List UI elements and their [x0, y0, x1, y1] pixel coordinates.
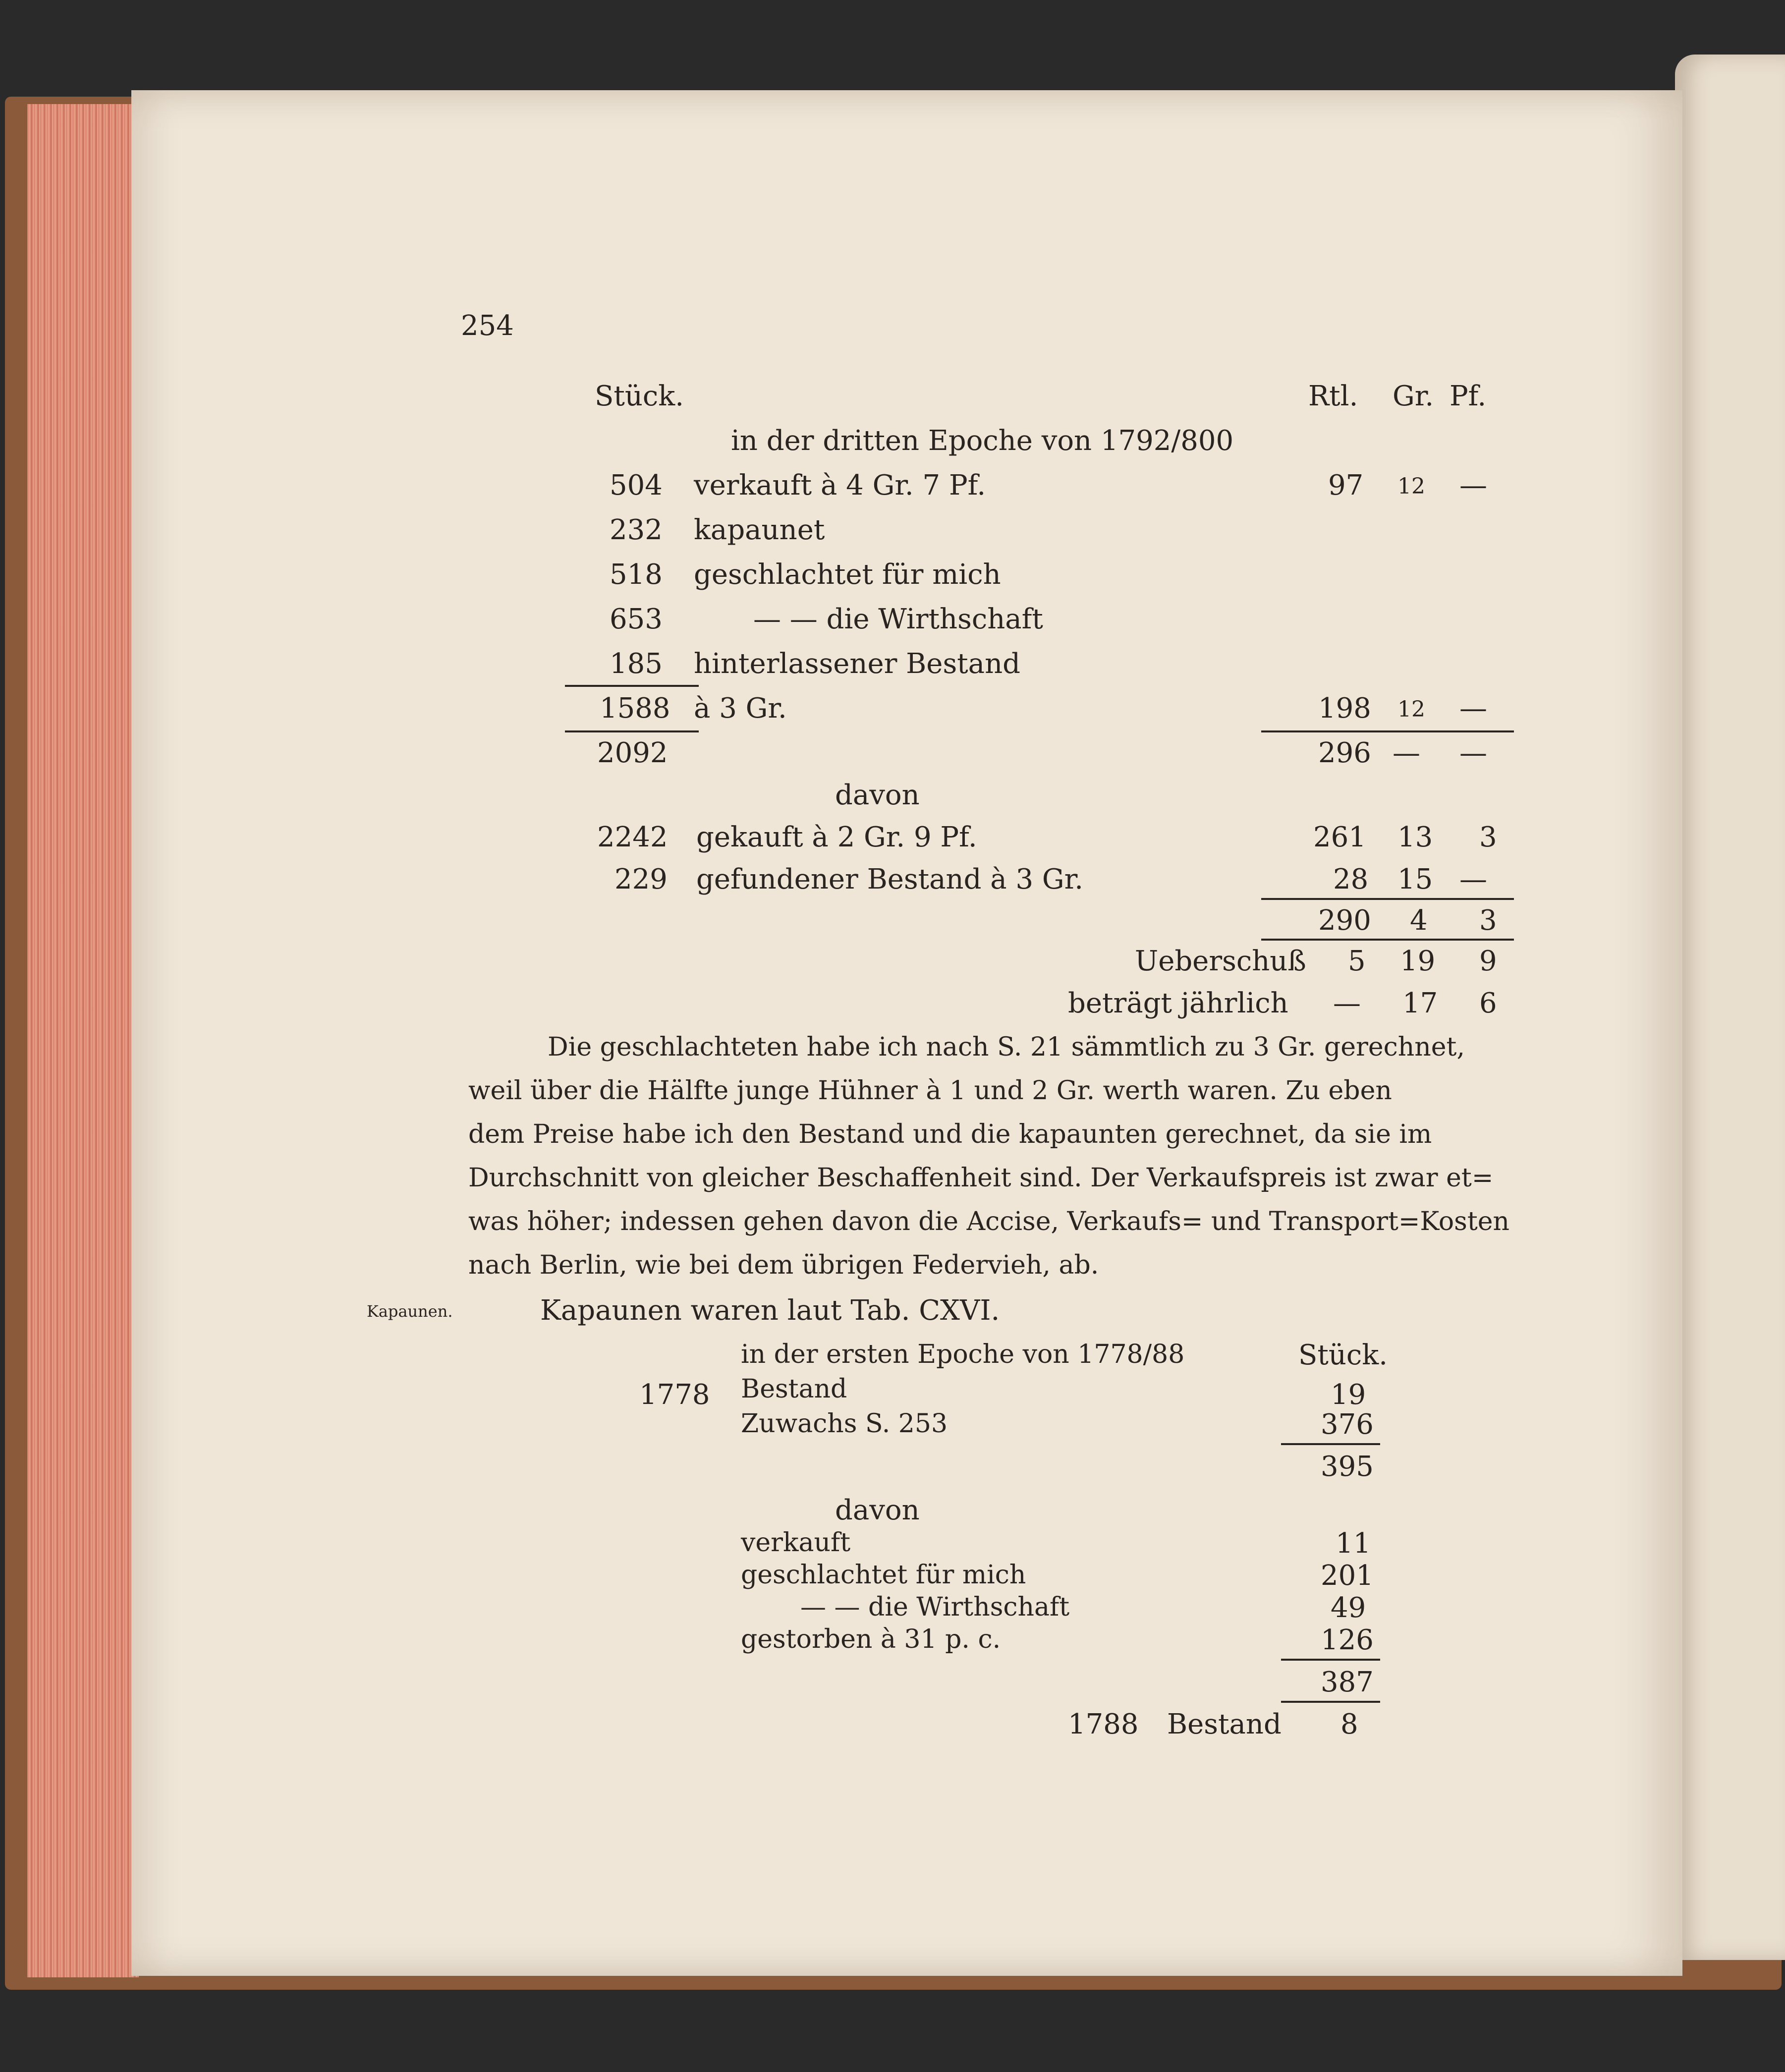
row-n: 504: [610, 469, 663, 502]
total-n: 2092: [597, 737, 668, 769]
bought-text: gekauft à 2 Gr. 9 Pf.: [696, 821, 977, 853]
kapaunen-end-year: 1788: [1068, 1708, 1139, 1740]
kapaunen-out-total: 387: [1321, 1666, 1374, 1698]
davon-label: davon: [835, 779, 920, 811]
page-number: 254: [461, 310, 514, 342]
row-n: 185: [610, 648, 663, 680]
kapaunen-row-value: 376: [1321, 1408, 1374, 1441]
yearly-label: beträgt jährlich: [1068, 987, 1288, 1019]
subtotal-gr: 12: [1397, 697, 1425, 722]
rule: [1261, 898, 1514, 900]
row-gr: 12: [1397, 474, 1425, 499]
row-rtl: 97: [1328, 469, 1364, 502]
bought-n: 2242: [597, 821, 668, 853]
kapaunen-row-value: 19: [1331, 1379, 1366, 1411]
total-gr: —: [1393, 737, 1420, 769]
kapaunen-out-value: 11: [1336, 1527, 1371, 1560]
paragraph-line: Durchschnitt von gleicher Beschaffenheit sind. Der Verkaufspreis ist zwar et=: [468, 1163, 1494, 1193]
header-rtl: Rtl.: [1308, 380, 1358, 412]
rule: [1281, 1443, 1380, 1445]
yearly-rtl: —: [1333, 987, 1361, 1019]
header-gr: Gr.: [1393, 380, 1434, 412]
header-pf: Pf.: [1450, 380, 1487, 412]
paragraph-line: nach Berlin, wie bei dem übrigen Federvieh, ab.: [468, 1250, 1099, 1280]
kapaunen-out-text: gestorben à 31 p. c.: [741, 1624, 1001, 1654]
kapaunen-row-text: Bestand: [741, 1374, 847, 1404]
bought-gr: 13: [1397, 821, 1433, 853]
margin-note: Kapaunen.: [367, 1302, 453, 1321]
row-text: kapaunet: [694, 514, 825, 546]
row-text: geschlachtet für mich: [694, 559, 1001, 591]
row-text: hinterlassener Bestand: [694, 648, 1020, 680]
page-edges: [27, 104, 139, 1977]
rule: [565, 730, 699, 732]
kapaunen-davon: davon: [835, 1494, 920, 1526]
row-pf: —: [1459, 469, 1487, 502]
rule: [565, 685, 699, 687]
bought-text: gefundener Bestand à 3 Gr.: [696, 863, 1084, 896]
bought-rtl: 28: [1333, 863, 1369, 896]
sum-pf: 3: [1479, 904, 1497, 937]
rule: [1281, 1659, 1380, 1661]
kapaunen-intro: Kapaunen waren laut Tab. CXVI.: [540, 1294, 1000, 1327]
total-rtl: 296: [1318, 737, 1371, 769]
kapaunen-col-stueck: Stück.: [1298, 1339, 1388, 1371]
epoch3-heading: in der dritten Epoche von 1792/800: [731, 425, 1234, 457]
paragraph-line: dem Preise habe ich den Bestand und die kapaunten gerechnet, da sie im: [468, 1120, 1432, 1149]
subtotal-rtl: 198: [1318, 692, 1371, 725]
rule: [1261, 730, 1514, 732]
yearly-pf: 6: [1479, 987, 1497, 1019]
left-page: [131, 90, 1682, 1976]
rule: [1261, 939, 1514, 941]
surplus-rtl: 5: [1348, 945, 1366, 977]
kapaunen-out-value: 201: [1321, 1560, 1374, 1592]
yearly-gr: 17: [1402, 987, 1438, 1019]
sum-rtl: 290: [1318, 904, 1371, 937]
paragraph-line: weil über die Hälfte junge Hühner à 1 und 2 Gr. werth waren. Zu eben: [468, 1076, 1392, 1106]
surplus-pf: 9: [1479, 945, 1497, 977]
row-n: 653: [610, 603, 663, 635]
bought-gr: 15: [1397, 863, 1433, 896]
bought-rtl: 261: [1313, 821, 1366, 853]
bought-n: 229: [614, 863, 668, 896]
kapaunen-year-start: 1778: [639, 1379, 710, 1411]
kapaunen-end-value: 8: [1340, 1708, 1358, 1740]
subtotal-n: 1588: [600, 692, 670, 725]
kapaunen-out-value: 49: [1331, 1592, 1366, 1624]
kapaunen-out-text: geschlachtet für mich: [741, 1560, 1026, 1590]
bought-pf: —: [1459, 863, 1487, 896]
paragraph-line: was höher; indessen gehen davon die Accise, Verkaufs= und Transport=Kosten: [468, 1207, 1510, 1236]
subtotal-pf: —: [1459, 692, 1487, 725]
row-n: 232: [610, 514, 663, 546]
surplus-label: Ueberschuß: [1135, 945, 1306, 977]
surplus-gr: 19: [1400, 945, 1436, 977]
right-page: [1675, 55, 1785, 1960]
kapaunen-end-label: Bestand: [1167, 1708, 1282, 1740]
row-n: 518: [610, 559, 663, 591]
row-text: — — die Wirthschaft: [753, 603, 1043, 635]
bought-pf: 3: [1479, 821, 1497, 853]
kapaunen-out-value: 126: [1321, 1624, 1374, 1656]
kapaunen-total: 395: [1321, 1451, 1374, 1483]
rule: [1281, 1701, 1380, 1703]
kapaunen-row-text: Zuwachs S. 253: [741, 1409, 948, 1439]
header-stueck: Stück.: [595, 380, 684, 412]
sum-gr: 4: [1410, 904, 1428, 937]
row-text: verkauft à 4 Gr. 7 Pf.: [694, 469, 986, 502]
total-pf: —: [1459, 737, 1487, 769]
kapaunen-out-text: — — die Wirthschaft: [800, 1592, 1070, 1622]
kapaunen-heading: in der ersten Epoche von 1778/88: [741, 1340, 1185, 1369]
paragraph-line: Die geschlachteten habe ich nach S. 21 sämmtlich zu 3 Gr. gerechnet,: [548, 1032, 1465, 1062]
subtotal-text: à 3 Gr.: [694, 692, 787, 725]
kapaunen-out-text: verkauft: [741, 1528, 851, 1558]
